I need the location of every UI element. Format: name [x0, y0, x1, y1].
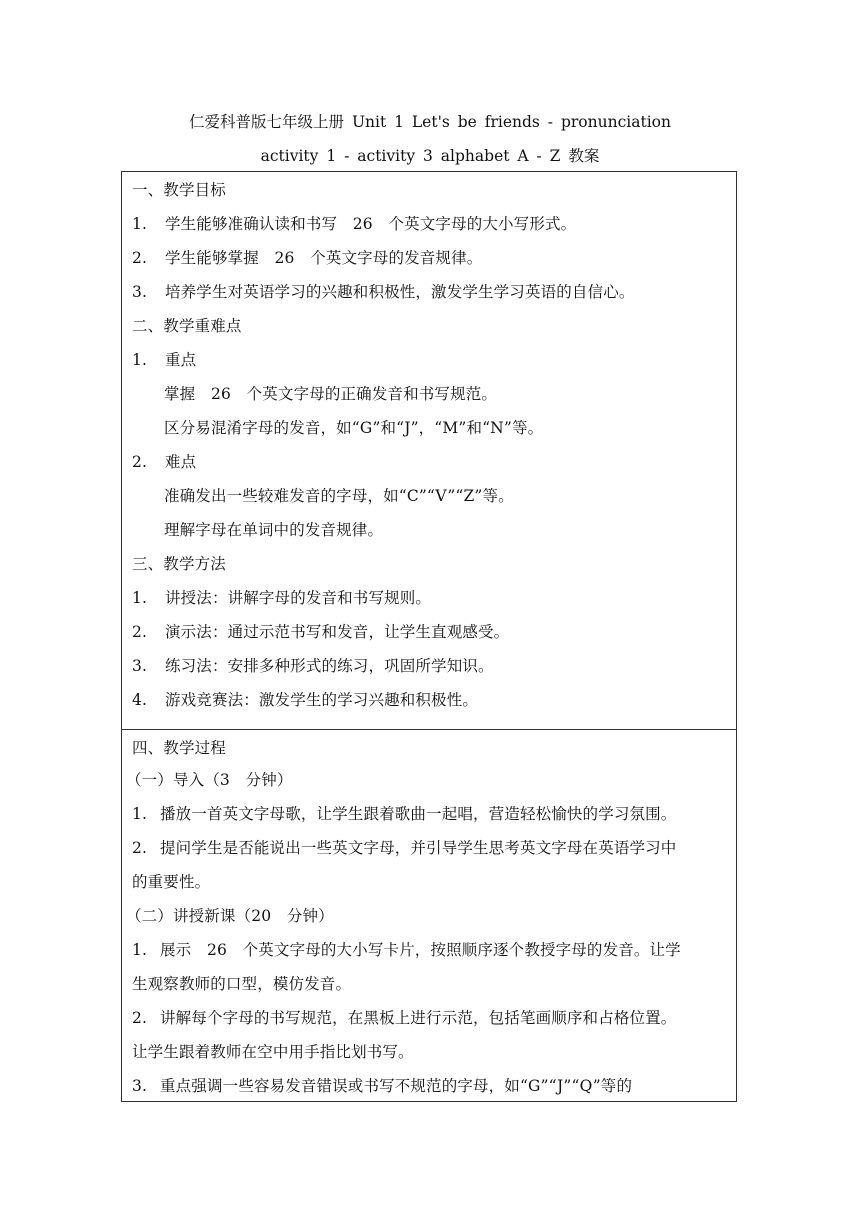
list-item [132, 282, 728, 302]
list-text: 播放一首英文字母歌，让学生跟着歌曲一起唱，营造轻松愉快的学习氛围。 [160, 805, 677, 823]
list-text: 讲授法：讲解字母的发音和书写规则。 [165, 589, 432, 607]
list-item [132, 690, 728, 710]
list-text: 讲解每个字母的书写规范，在黑板上进行示范，包括笔画顺序和占格位置。 [160, 1009, 677, 1027]
list-item [132, 656, 728, 676]
list-item [132, 1008, 728, 1028]
list-number: 2. [132, 453, 148, 471]
list-item-continuation: 生观察教师的口型，模仿发音。 [132, 975, 352, 993]
list-text: 练习法：安排多种形式的练习，巩固所学知识。 [165, 657, 494, 675]
key-point-line: 区分易混淆字母的发音，如“G”和“J”，“M”和“N”等。 [164, 419, 544, 437]
document-title-line-2: activity 1 - activity 3 alphabet A - Z 教案 [260, 147, 600, 165]
section-heading-objectives: 一、教学目标 [132, 181, 226, 199]
list-number: 2. [132, 839, 148, 857]
list-number: 3. [132, 1077, 148, 1095]
list-number: 3. [132, 657, 148, 675]
list-item [132, 622, 728, 642]
list-number: 1. [132, 805, 148, 823]
list-number: 1. [132, 351, 148, 369]
list-text: 学生能够准确认读和书写 26 个英文字母的大小写形式。 [165, 215, 577, 233]
list-text: 培养学生对英语学习的兴趣和积极性，激发学生学习英语的自信心。 [165, 283, 635, 301]
section-heading-methods: 三、教学方法 [132, 555, 226, 573]
difficult-point-line: 理解字母在单词中的发音规律。 [164, 521, 384, 539]
document-title-line-1: 仁爱科普版七年级上册 Unit 1 Let's be friends - pronunciation [189, 113, 671, 131]
list-text: 重点强调一些容易发音错误或书写不规范的字母，如“G”“J”“Q”等的 [160, 1077, 633, 1095]
list-label: 重点 [165, 351, 197, 369]
subsection-heading-new-lesson: （二）讲授新课（20 分钟） [126, 907, 334, 925]
list-number: 2. [132, 1009, 148, 1027]
section-heading-key-difficult: 二、教学重难点 [132, 317, 242, 335]
difficult-point-line: 准确发出一些较难发音的字母，如“C”“V”“Z”等。 [164, 487, 514, 505]
list-item [132, 838, 728, 858]
section-heading-process: 四、教学过程 [132, 739, 226, 757]
list-item-difficult-points [132, 452, 728, 472]
list-item [132, 588, 728, 608]
list-item [132, 1076, 728, 1096]
list-text: 学生能够掌握 26 个英文字母的发音规律。 [165, 249, 483, 267]
list-label: 难点 [165, 453, 197, 471]
list-number: 1. [132, 215, 148, 233]
list-text: 展示 26 个英文字母的大小写卡片，按照顺序逐个教授字母的发音。让学 [160, 941, 681, 959]
list-item-continuation: 让学生跟着教师在空中用手指比划书写。 [132, 1043, 414, 1061]
list-number: 4. [132, 691, 148, 709]
lesson-plan-table [121, 171, 737, 1102]
list-number: 2. [132, 623, 148, 641]
table-cell-process [122, 729, 736, 1101]
list-number: 3. [132, 283, 148, 301]
list-text: 游戏竞赛法：激发学生的学习兴趣和积极性。 [165, 691, 479, 709]
list-item-continuation: 的重要性。 [132, 873, 211, 891]
list-text: 提问学生是否能说出一些英文字母，并引导学生思考英文字母在英语学习中 [160, 839, 677, 857]
list-text: 演示法：通过示范书写和发音，让学生直观感受。 [165, 623, 510, 641]
subsection-heading-intro: （一）导入（3 分钟） [126, 771, 293, 789]
list-item [132, 940, 728, 960]
list-number: 1. [132, 589, 148, 607]
table-cell-objectives-methods [122, 172, 736, 729]
list-item [132, 214, 728, 234]
list-item [132, 804, 728, 824]
list-item-key-points [132, 350, 728, 370]
key-point-line: 掌握 26 个英文字母的正确发音和书写规范。 [164, 385, 498, 403]
list-number: 2. [132, 249, 148, 267]
list-item [132, 248, 728, 268]
list-number: 1. [132, 941, 148, 959]
